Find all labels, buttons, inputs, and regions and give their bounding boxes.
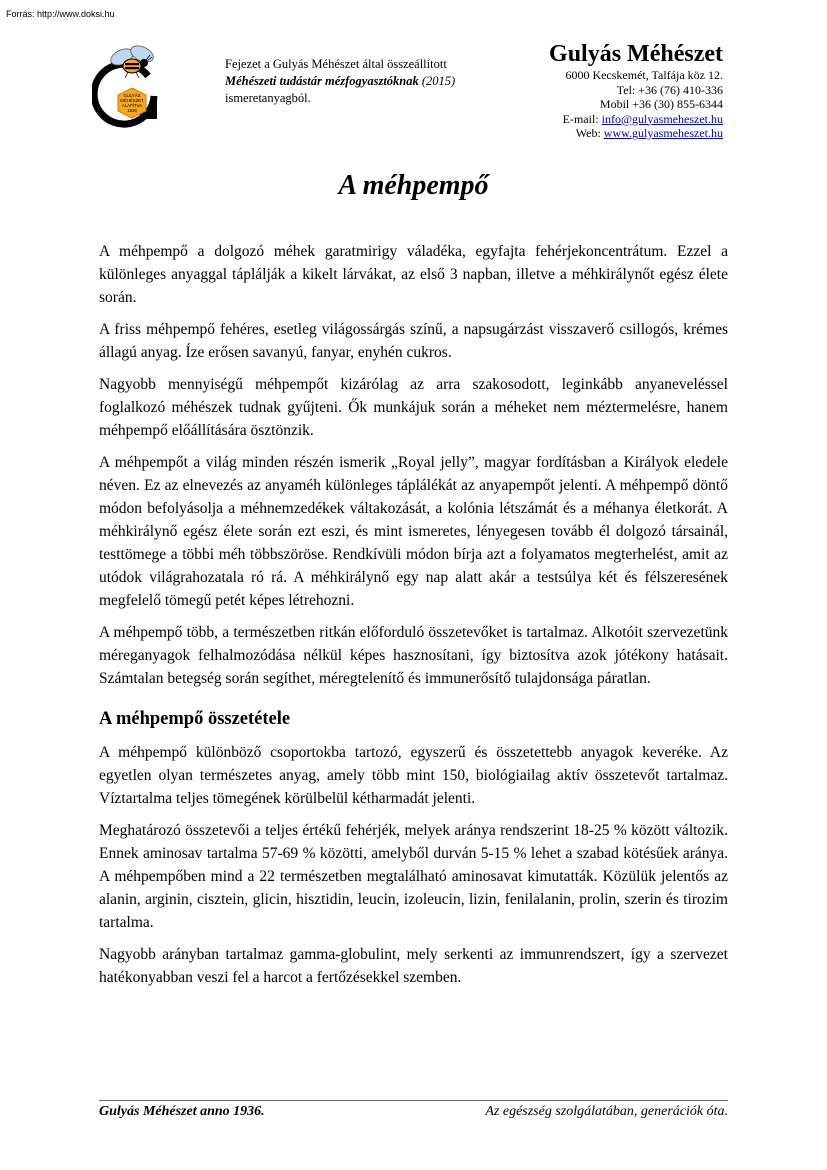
- paragraph: A friss méhpempő fehéres, esetleg világossárgás színű, a napsugárzást visszaverő csillogós, krémes állagú anyag. Íze erősen savanyú, fanyar, enyhén cukros.: [99, 321, 728, 361]
- footer-right: Az egészség szolgálatában, generációk óta.: [485, 1104, 728, 1119]
- header-citation: [225, 56, 455, 107]
- paragraph: A méhpempőt a világ minden részén ismerik „Royal jelly”, magyar fordításban a Királyok eledele néven. Ez az elnevezés az anyaméh különleges táplálékát az anyapempőt jelenti. A méhpempő döntő módon befolyásolja a méhnemzedékek váltakozását, a kolónia létszámát és a méhanya életkorát. A méhkirálynő egész élete során ezt eszi, és mint ismeretes, lényegesen tovább él dolgozó társainál, testtömege a többi méh többszöröse. Rendkívüli módon bírja azt a folyamatos megterhelést, amit az utódok világrahozatala ró rá. A méhkirálynő egy nap alatt akár a testsúlya két és félszeresének megfelelő tömegű petét képes létrehozni.: [99, 454, 728, 609]
- paragraph: Meghatározó összetevői a teljes értékű fehérjék, melyek aránya rendszerint 18-25 % között változik. Ennek aminosav tartalma 57-69 % közötti, amelyből durván 5-15 % lehet a szabad kötésűek aránya. A méhpempőben mind a 22 természetben megtalálható aminosavat kimutatták. Közülük jelentős az alanin, arginin, cisztein, glicin, hisztidin, leucin, izoleucin, lizin, fenilalanin, prolin, szerin és tirozim tartalma.: [99, 822, 728, 931]
- paragraph: A méhpempő több, a természetben ritkán előforduló összetevőket is tartalmaz. Alkotóit szervezetünk méreganyagok felhalmozódása nélkül képes hasznosítani, így biztosítva azok jótékony hatásait. Számtalan betegség során segíthet, méregtelenítő és immunerősítő tulajdonsága páratlan.: [99, 624, 728, 687]
- book-title: Méhészeti tudástár mézfogyasztóknak: [225, 74, 419, 88]
- address: 6000 Kecskemét, Talfája köz 12.: [565, 68, 723, 82]
- paragraph: A méhpempő különböző csoportokba tartozó, egyszerű és összetettebb anyagok keveréke. Az egyetlen olyan természetes anyag, amely több mint 150, biológiailag aktív összetevőt tartalmaz. Víztartalma teljes tömegének körülbelül kétharmadát jelenti.: [99, 744, 728, 807]
- footer-divider: [99, 1100, 728, 1101]
- paragraph: Nagyobb arányban tartalmaz gamma-globulint, mely serkenti az immunrendszert, így a szervezet hatékonyabban veszi fel a harcot a fertőzésekkel szemben.: [99, 946, 728, 986]
- section-heading: A méhpempő összetétele: [99, 709, 291, 729]
- web-link[interactable]: www.gulyasmeheszet.hu: [603, 126, 723, 140]
- email-row: [549, 112, 723, 127]
- mobile: Mobil +36 (30) 855-6344: [599, 97, 723, 111]
- header-line-3: ismeretanyagból.: [225, 91, 311, 105]
- header-line-1: Fejezet a Gulyás Méhészet által összeállított: [225, 57, 447, 71]
- email-label: E-mail:: [562, 111, 602, 126]
- paragraph: Nagyobb mennyiségű méhpempőt kizárólag az arra szakosodott, leginkább anyaneveléssel foglalkozó méhészek tudnak gyűjteni. Ők munkájuk során a méheket nem méztermelésre, hanem méhpempő előállítására ösztönzik.: [99, 376, 728, 439]
- header-line-2: [225, 73, 455, 90]
- contact-block: [549, 40, 723, 141]
- footer-left: Gulyás Méhészet anno 1936.: [99, 1104, 265, 1119]
- source-url: Forrás: http://www.doksi.hu: [6, 9, 115, 19]
- logo-text-2: MÉHÉSZET: [120, 98, 144, 103]
- page-title: A méhpempő: [338, 170, 489, 201]
- logo-text-1: GULYÁS: [123, 93, 141, 98]
- phone: Tel: +36 (76) 410-336: [616, 82, 723, 97]
- company-name: Gulyás Méhészet: [549, 41, 723, 67]
- paragraph: A méhpempő a dolgozó méhek garatmirigy váladéka, egyfajta fehérjekoncentrátum. Ezzel a különleges anyaggal táplálják a kikelt lárvákat, az első 3 napban, illetve a méhkirálynőt egész élete során.: [99, 243, 728, 306]
- logo-text-3: ALAPÍTVA: [121, 103, 143, 108]
- web-row: [549, 126, 723, 141]
- bee-logo-icon: [92, 44, 174, 144]
- logo-text-4: 1936: [127, 108, 137, 113]
- book-year: (2015): [418, 74, 456, 88]
- web-label: Web:: [575, 126, 604, 140]
- main-content: [99, 240, 728, 998]
- email-link[interactable]: info@gulyasmeheszet.hu: [601, 111, 723, 126]
